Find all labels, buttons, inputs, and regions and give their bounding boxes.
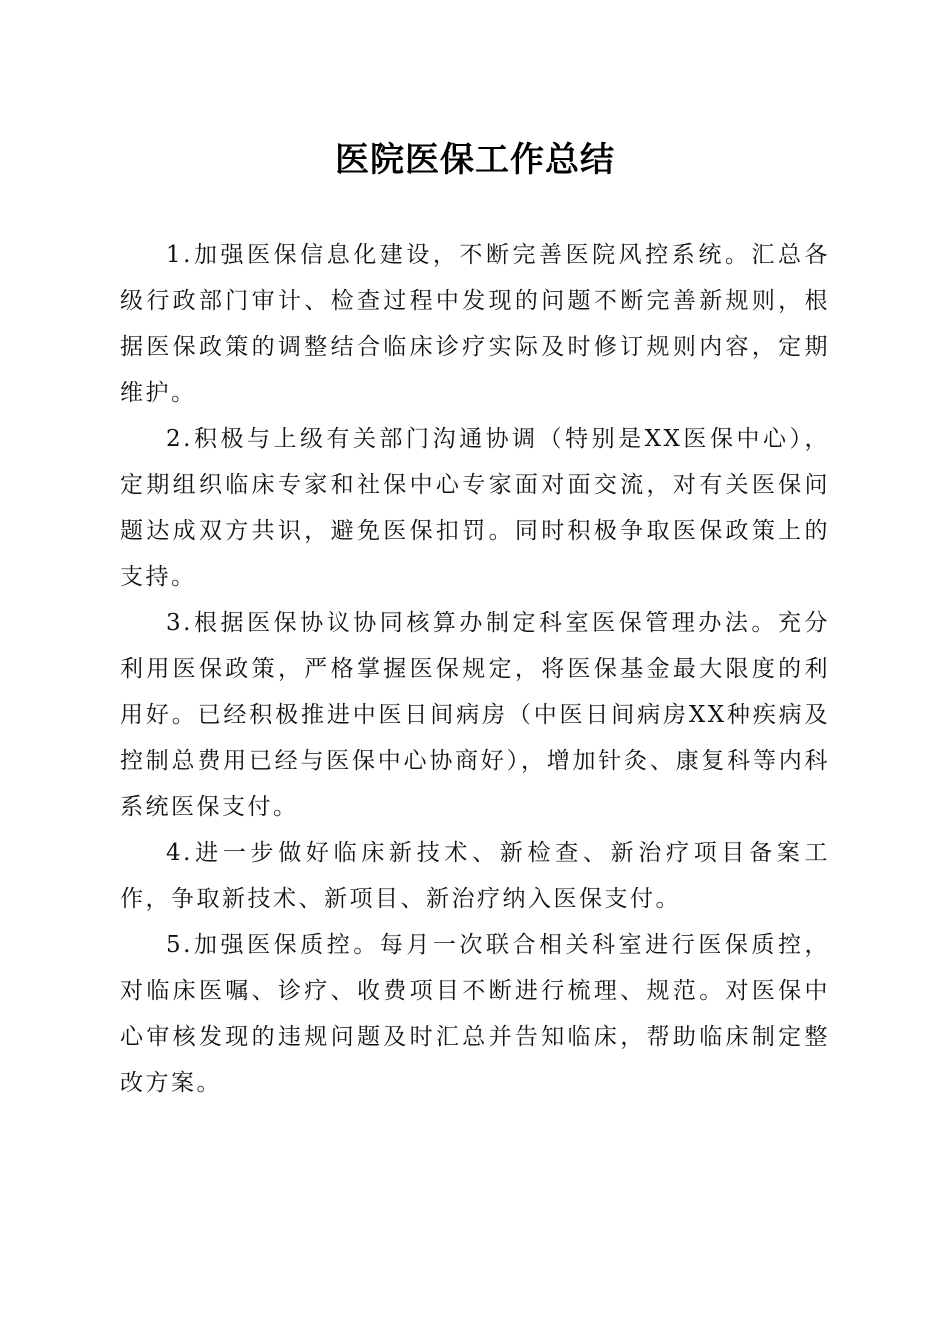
paragraph-2: 2.积极与上级有关部门沟通协调（特别是XX医保中心），定期组织临床专家和社保中心专家面对面交流，对有关医保问题达成双方共识，避免医保扣罚。同时积极争取医保政策上的支持。 [120, 426, 830, 590]
paragraph-1: 1.加强医保信息化建设，不断完善医院风控系统。汇总各级行政部门审计、检查过程中发现的问题不断完善新规则，根据医保政策的调整结合临床诊疗实际及时修订规则内容，定期维护。 [120, 242, 830, 406]
paragraph-5: 5.加强医保质控。每月一次联合相关科室进行医保质控，对临床医嘱、诊疗、收费项目不断进行梳理、规范。对医保中心审核发现的违规问题及时汇总并告知临床，帮助临床制定整改方案。 [120, 932, 830, 1096]
paragraph-3: 3.根据医保协议协同核算办制定科室医保管理办法。充分利用医保政策，严格掌握医保规定，将医保基金最大限度的利用好。已经积极推进中医日间病房（中医日间病房XX种疾病及控制总费用已经与医保中心协商好），增加针灸、康复科等内科系统医保支付。 [120, 610, 830, 820]
page-title: 医院医保工作总结 [335, 140, 615, 180]
paragraph-4: 4.进一步做好临床新技术、新检查、新治疗项目备案工作，争取新技术、新项目、新治疗纳入医保支付。 [120, 840, 830, 912]
document-body [120, 232, 830, 1106]
